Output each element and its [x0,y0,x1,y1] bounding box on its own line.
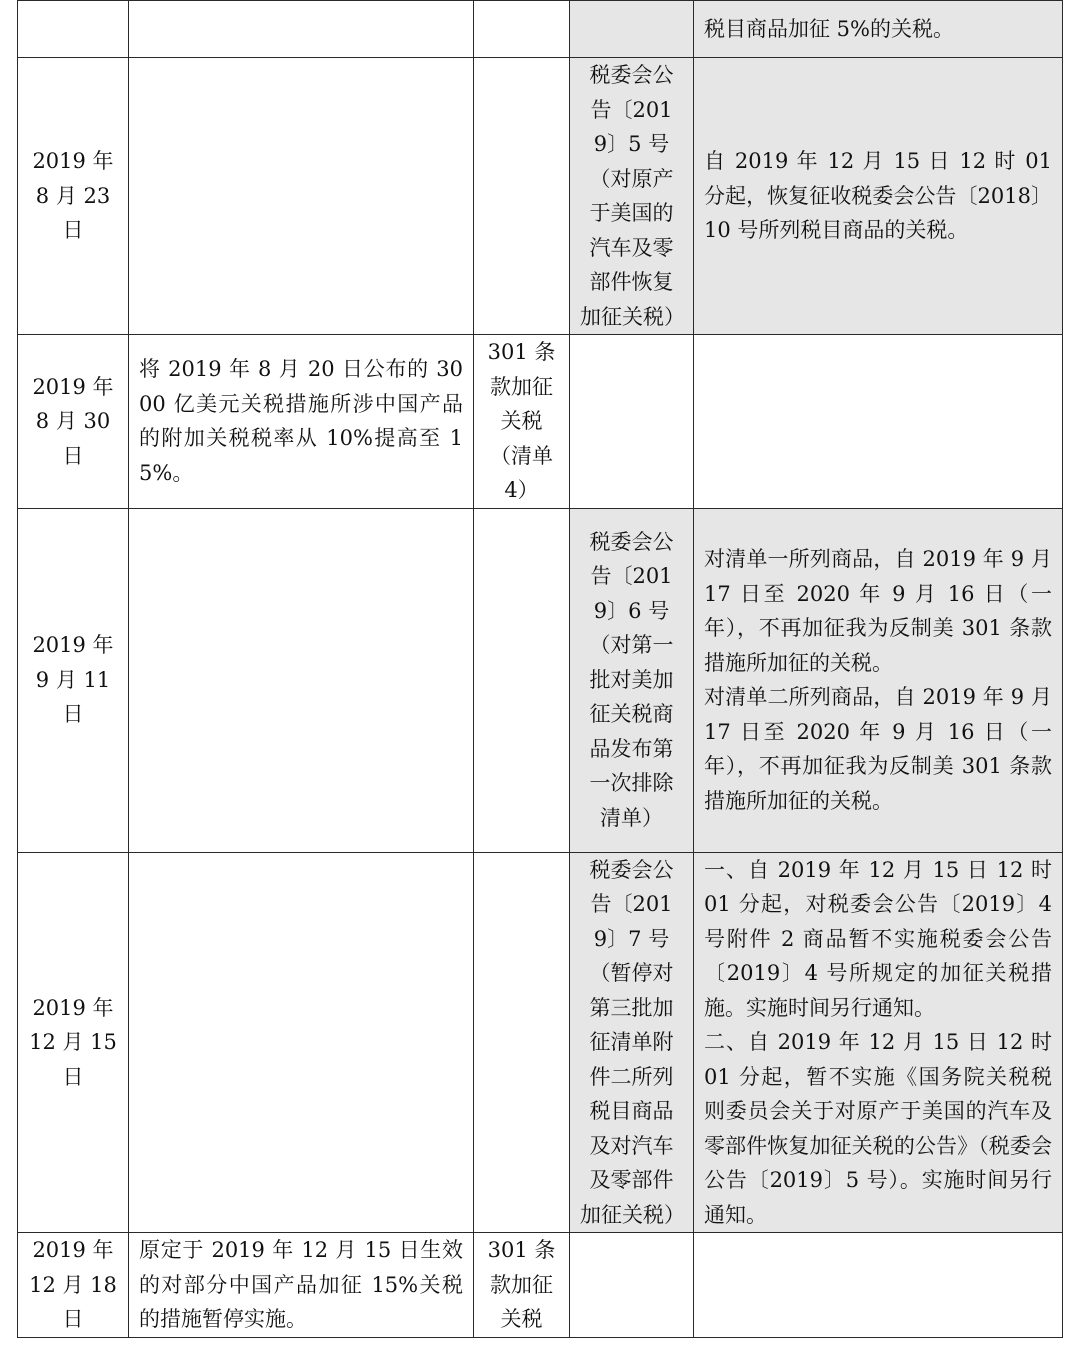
cn-content-cell [694,1,1063,58]
cn-content-paragraph: 对清单二所列商品，自 2019 年 9 月 17 日至 2020 年 9 月 16 日（一年），不再加征我为反制美 301 条款措施所加征的关税。 [704,685,1052,813]
us-action-cell [474,1,570,58]
cn-announcement-cell: 税委会公告〔2019〕5 号（对原产于美国的汽车及零部件恢复加征关税） [570,58,694,335]
cn-announcement-cell [570,1233,694,1338]
table-row [18,58,1063,335]
us-measure-cell: 将 2019 年 8 月 20 日公布的 3000 亿美元关税措施所涉中国产品的附加关税税率从 10%提高至 15%。 [129,335,474,509]
us-measure-cell [129,852,474,1233]
cn-content-cell [694,58,1063,335]
cn-content-cell [694,335,1063,509]
cn-content-paragraph: 税目商品加征 5%的关税。 [704,16,954,41]
cn-content-cell [694,852,1063,1233]
date-cell [18,1,129,58]
us-measure-cell [129,58,474,335]
us-measure-cell [129,1,474,58]
table-row [18,335,1063,509]
date-cell: 2019 年 8 月 23 日 [18,58,129,335]
cn-content-paragraph: 二、自 2019 年 12 月 15 日 12 时 01 分起，暂不实施《国务院关税税则委员会关于对原产于美国的汽车及零部件恢复加征关税的公告》（税委会公告〔2019〕5 号）。实施时间另行通知。 [704,1030,1052,1227]
cn-content-paragraph: 一、自 2019 年 12 月 15 日 12 时 01 分起，对税委会公告〔2019〕4 号附件 2 商品暂不实施税委会公告〔2019〕4 号所规定的加征关税措施。实施时间另行通知。 [704,857,1052,1020]
date-cell: 2019 年 8 月 30 日 [18,335,129,509]
table-row [18,1233,1063,1338]
us-measure-cell: 原定于 2019 年 12 月 15 日生效的对部分中国产品加征 15%关税的措施暂停实施。 [129,1233,474,1338]
us-action-cell: 301 条款加征关税（清单 4） [474,335,570,509]
us-action-cell: 301 条款加征关税 [474,1233,570,1338]
us-action-cell [474,58,570,335]
table-row [18,1,1063,58]
us-measure-cell [129,508,474,852]
date-cell: 2019 年 9 月 11 日 [18,508,129,852]
date-cell: 2019 年 12 月 15 日 [18,852,129,1233]
cn-content-paragraph: 对清单一所列商品，自 2019 年 9 月 17 日至 2020 年 9 月 16 日（一年），不再加征我为反制美 301 条款措施所加征的关税。 [704,547,1052,675]
cn-content-cell [694,508,1063,852]
date-cell: 2019 年 12 月 18 日 [18,1233,129,1338]
cn-content-cell [694,1233,1063,1338]
us-action-cell [474,508,570,852]
cn-announcement-cell: 税委会公告〔2019〕6 号（对第一批对美加征关税商品发布第一次排除清单） [570,508,694,852]
cn-announcement-cell: 税委会公告〔2019〕7 号（暂停对第三批加征清单附件二所列税目商品及对汽车及零部件加征关税） [570,852,694,1233]
cn-announcement-cell [570,335,694,509]
tariff-timeline-table [17,0,1063,1338]
cn-content-paragraph: 自 2019 年 12 月 15 日 12 时 01 分起，恢复征收税委会公告〔2018〕10 号所列税目商品的关税。 [704,149,1052,243]
table-row [18,852,1063,1233]
cn-announcement-cell [570,1,694,58]
table-row [18,508,1063,852]
us-action-cell [474,852,570,1233]
